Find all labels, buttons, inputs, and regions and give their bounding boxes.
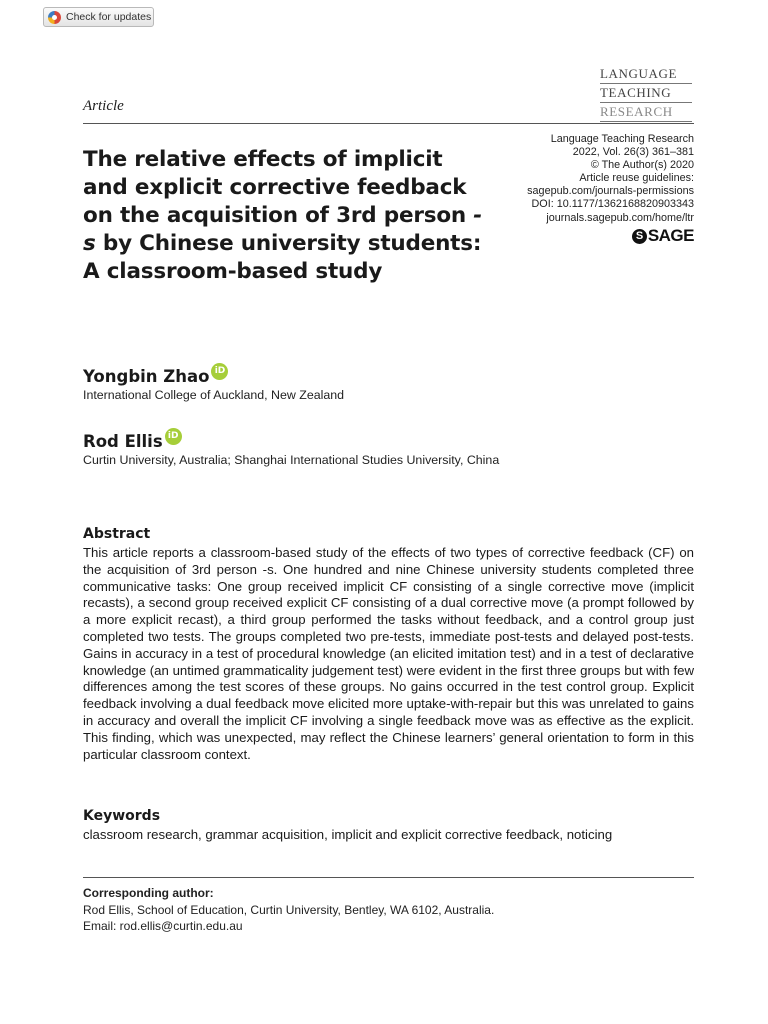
journal-home-link[interactable]: journals.sagepub.com/home/ltr xyxy=(546,211,694,224)
doi-link[interactable]: DOI: 10.1177/1362168820903343 xyxy=(531,198,694,211)
title-part-2: by Chinese university students: A classroom-based study xyxy=(83,231,482,284)
article-metadata xyxy=(454,133,694,225)
journal-logo-line1: LANGUAGE xyxy=(600,66,692,84)
corresponding-author xyxy=(83,885,694,935)
permissions-link[interactable]: sagepub.com/journals-permissions xyxy=(527,185,694,198)
author-1-affiliation: International College of Auckland, New Zealand xyxy=(83,388,345,402)
abstract-heading: Abstract xyxy=(83,526,151,542)
check-for-updates-button[interactable] xyxy=(43,7,154,27)
volume-info: 2022, Vol. 26(3) 361–381 xyxy=(572,146,694,159)
sage-logo xyxy=(632,226,694,246)
journal-name: Language Teaching Research xyxy=(550,133,694,145)
author-1 xyxy=(83,367,228,386)
crossmark-icon xyxy=(48,11,61,24)
author-2-affiliation: Curtin University, Australia; Shanghai International Studies University, China xyxy=(83,453,500,467)
orcid-icon[interactable]: iD xyxy=(165,428,182,445)
corresponding-author-address: Rod Ellis, School of Education, Curtin University, Bentley, WA 6102, Australia. xyxy=(83,902,495,917)
corresponding-author-email[interactable]: Email: rod.ellis@curtin.edu.au xyxy=(83,919,243,933)
corresponding-author-label: Corresponding author: xyxy=(83,886,214,900)
footnote-divider xyxy=(83,877,694,878)
keywords-text: classroom research, grammar acquisition, implicit and explicit corrective feedback, noticing xyxy=(83,827,613,842)
check-for-updates-label: Check for updates xyxy=(66,11,152,23)
title-part-1: The relative effects of implicit and explicit corrective feedback on the acquisition of 3rd person xyxy=(83,147,474,228)
author-1-name: Yongbin Zhao xyxy=(83,367,210,386)
reuse-guidelines-label: Article reuse guidelines: xyxy=(579,172,694,185)
keywords-heading: Keywords xyxy=(83,808,161,824)
sage-mark-icon: S xyxy=(632,229,647,244)
article-type-label: Article xyxy=(83,98,124,114)
journal-logo xyxy=(600,66,692,123)
orcid-icon[interactable]: iD xyxy=(211,363,228,380)
journal-logo-line3: RESEARCH xyxy=(600,104,692,122)
abstract-text: This article reports a classroom-based study of the effects of two types of corrective feedback (CF) on the acquisition of 3rd person -s. One hundred and nine Chinese university students completed three communicative tasks: One group received implicit CF consisting of a single corrective move (implicit recasts), a second group received explicit CF consisting of a dual corrective move (a prompt followed by a more explicit recast), a third group performed the tasks without feedback, and a control group just completed two tests. The groups completed two pre-tests, immediate post-tests and delayed post-tests. Gains in accuracy in a test of procedural knowledge (an elicited imitation test) and in a test of declarative knowledge (an untimed grammaticality judgement test) were evident in the first three groups but with few differences among the test scores of these groups. No gains occurred in the test control group. Explicit feedback involving a dual feedback move elicited more uptake-with-repair but this was unrelated to gains in accuracy and overall the implicit CF involving a single feedback move was as effective as the explicit. This finding, which was unexpected, may reflect the Chinese learners’ general orientation to form in this particular classroom context. xyxy=(83,545,694,762)
author-2-name: Rod Ellis xyxy=(83,432,163,451)
copyright-notice: © The Author(s) 2020 xyxy=(590,159,694,172)
article-title xyxy=(83,146,483,286)
journal-logo-line2: TEACHING xyxy=(600,85,692,103)
sage-wordmark: SAGE xyxy=(647,226,694,245)
title-italic: -s xyxy=(83,203,483,256)
header-divider xyxy=(83,123,694,124)
author-2 xyxy=(83,432,182,451)
